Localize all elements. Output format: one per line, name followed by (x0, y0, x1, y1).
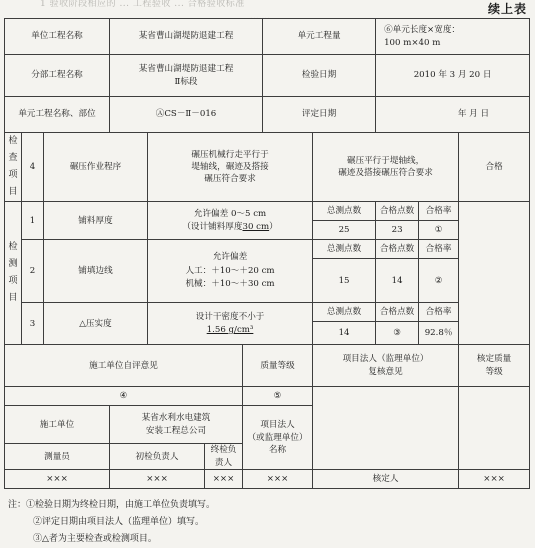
measure-item-2-head (5, 240, 530, 259)
measure-item-1-head (5, 202, 530, 221)
constructor-label: 施工单位 (5, 406, 110, 444)
measure-item-3-head (5, 303, 530, 322)
quality-grade-value: ⑤ (243, 387, 313, 406)
initial-check-value: ××× (110, 470, 205, 489)
unit-amount-value (376, 19, 530, 55)
notes (8, 497, 215, 548)
pass-points-header: 合格点数 (376, 202, 419, 221)
final-check-value: ××× (205, 470, 243, 489)
check-item-name: 碾压作业程序 (44, 133, 148, 202)
unit-name-value: ⒶCS－Ⅱ－016 (110, 97, 263, 133)
self-eval-label: 施工单位自评意见 (5, 345, 243, 387)
unit-amount-label: 单元工程量 (263, 19, 376, 55)
total-points-header: 总测点数 (313, 202, 376, 221)
measure-item-1-rate: ① (419, 221, 459, 240)
measure-grade-blank (459, 202, 530, 345)
self-eval-value: ④ (5, 387, 243, 406)
owner-label: 项目法人 （或监理单位）名称 (243, 406, 313, 470)
measure-items-group-label: 检 测 项 目 (5, 202, 22, 345)
constructor-value: 某省水利水电建筑 安装工程总公司 (110, 406, 243, 444)
check-item-standard: 碾压机械行走平行于 堤轴线，碾迹及搭接 碾压符合要求 (148, 133, 313, 202)
measure-item-2-name: 铺填边线 (44, 240, 148, 303)
measure-item-3-no: 3 (22, 303, 44, 345)
unit-amount-line2: 100 m×40 m (384, 37, 441, 48)
measure-item-2-rate: ② (419, 259, 459, 303)
total-points-header: 总测点数 (313, 303, 376, 322)
eval-date-value: 年 月 日 (376, 97, 530, 133)
measure-item-3-pass: ③ (376, 322, 419, 345)
pass-rate-header: 合格率 (419, 240, 459, 259)
bleed-through-text-2: ... ... (250, 12, 271, 22)
verified-grade-blank (459, 387, 530, 470)
measure-item-3-standard: 设计干密度不小于 1.56 g/cm³ (148, 303, 313, 345)
review-label: 项目法人（监理单位） 复核意见 (313, 345, 459, 387)
inspection-date-value: 2010 年 3 月 20 日 (376, 55, 530, 97)
measure-item-1-pass: 23 (376, 221, 419, 240)
unit-project-value: 某省曹山湖堤防退建工程 (110, 19, 263, 55)
measure-item-1-total: 25 (313, 221, 376, 240)
measure-item-1-standard: 允许偏差 0～5 cm （设计铺料厚度30 cm） (148, 202, 313, 240)
note-2: ②评定日期由项目法人（监理单位）填写。 (33, 517, 205, 527)
sub-project-line1: 某省曹山湖堤防退建工程 (138, 64, 234, 75)
opinions-value-row (5, 387, 530, 406)
measure-item-2-total: 15 (313, 259, 376, 303)
verifier-label: 核定人 (313, 470, 459, 489)
pass-rate-header: 合格率 (419, 303, 459, 322)
total-points-header: 总测点数 (313, 240, 376, 259)
measure-item-1-name: 铺料厚度 (44, 202, 148, 240)
final-check-label: 终检负责人 (205, 444, 243, 470)
note-3: ③△者为主要检查或检测项目。 (33, 534, 157, 544)
verifier-value: ××× (459, 470, 530, 489)
verified-grade-label: 核定质量 等级 (459, 345, 530, 387)
eval-date-label: 评定日期 (263, 97, 376, 133)
unit-amount-line1: ⑥单元长度×宽度： (384, 25, 461, 36)
surveyor-label: 测量员 (5, 444, 110, 470)
pass-points-header: 合格点数 (376, 240, 419, 259)
sub-project-value (110, 55, 263, 97)
opinions-header-row (5, 345, 530, 387)
note-1: 注：①检验日期为终检日期，由施工单位负责填写。 (8, 500, 216, 510)
quality-grade-label: 质量等级 (243, 345, 313, 387)
inspection-date-label: 检验日期 (263, 55, 376, 97)
sub-project-line2: Ⅱ标段 (174, 76, 198, 87)
measure-item-2-no: 2 (22, 240, 44, 303)
unit-name-label: 单元工程名称、部位 (5, 97, 110, 133)
quality-evaluation-form (4, 18, 530, 489)
header-row-unit-project (5, 19, 530, 55)
check-item-grade: 合格 (459, 133, 530, 202)
sub-project-label: 分部工程名称 (5, 55, 110, 97)
surveyor-value: ××× (5, 470, 110, 489)
check-item-no: 4 (22, 133, 44, 202)
check-item-result: 碾压平行于堤轴线， 碾迹及搭接碾压符合要求 (313, 133, 459, 202)
continued-label: 续上表 (487, 2, 527, 16)
measure-item-3-rate: 92.8％ (419, 322, 459, 345)
signers-value-row (5, 470, 530, 489)
initial-check-label: 初检负责人 (110, 444, 205, 470)
measure-item-1-no: 1 (22, 202, 44, 240)
measure-item-2-pass: 14 (376, 259, 419, 303)
measure-item-3-name: △压实度 (44, 303, 148, 345)
pass-points-header: 合格点数 (376, 303, 419, 322)
check-item-row (5, 133, 530, 202)
check-items-group-label: 检 查 项 目 (5, 133, 22, 202)
review-opinion-blank (313, 387, 459, 470)
measure-item-2-standard: 允许偏差 人工：＋10～＋20 cm 机械：＋10～＋30 cm (148, 240, 313, 303)
owner-value: ××× (243, 470, 313, 489)
unit-project-label: 单位工程名称 (5, 19, 110, 55)
measure-item-3-total: 14 (313, 322, 376, 345)
header-row-sub-project (5, 55, 530, 97)
pass-rate-header: 合格率 (419, 202, 459, 221)
header-row-unit-name (5, 97, 530, 133)
bleed-through-text: 1 验收阶段相应的 ... 工程验收 ... 合格验收标准 (40, 0, 245, 9)
